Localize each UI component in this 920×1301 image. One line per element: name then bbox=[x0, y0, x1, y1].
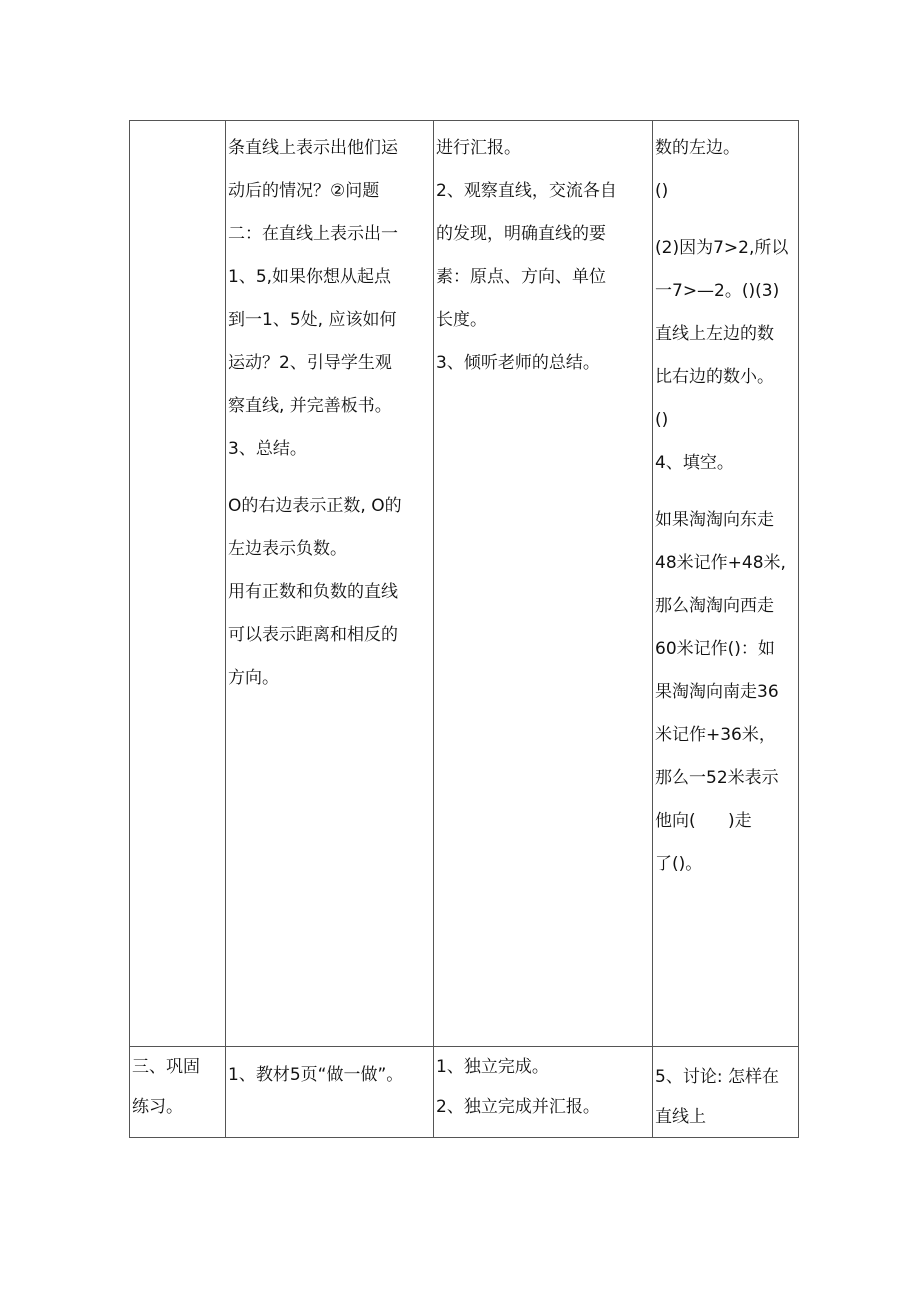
stage-cell-empty bbox=[130, 121, 226, 1047]
stage-cell bbox=[130, 1047, 226, 1138]
text-line: (2)因为7>2,所以 bbox=[655, 238, 789, 258]
lesson-plan-table bbox=[129, 120, 799, 1138]
student-activity-cell bbox=[434, 1047, 653, 1138]
text-line: 5、讨论: 怎样在 bbox=[655, 1067, 779, 1087]
text-line: 左边表示负数。 bbox=[228, 539, 347, 559]
text-line: 进行汇报。 bbox=[436, 138, 521, 158]
text-line: 到一1、5处, 应该如何 bbox=[228, 310, 397, 330]
text-line: 条直线上表示出他们运 bbox=[228, 138, 398, 158]
text-line: 他向( )走 bbox=[655, 811, 752, 831]
teacher-activity-cell bbox=[226, 1047, 434, 1138]
text-line: O的右边表示正数, O的 bbox=[228, 496, 402, 516]
text-line: 可以表示距离和相反的 bbox=[228, 625, 398, 645]
exercise-text bbox=[653, 121, 798, 886]
text-line: 直线上左边的数 bbox=[655, 324, 774, 344]
text-line: 三、巩固 bbox=[132, 1057, 200, 1077]
teacher-activity-text bbox=[226, 121, 433, 700]
text-line: 了()。 bbox=[655, 854, 703, 874]
text-line: 3、倾听老师的总结。 bbox=[436, 353, 600, 373]
text-line: 1、5,如果你想从起点 bbox=[228, 267, 392, 287]
text-line: 那么一52米表示 bbox=[655, 768, 779, 788]
text-line: 1、教材5页“做一做”。 bbox=[228, 1065, 404, 1085]
text-line: 动后的情况？②问题 bbox=[228, 181, 380, 201]
text-line: 1、独立完成。 bbox=[436, 1057, 549, 1077]
stage-text bbox=[130, 1047, 225, 1127]
text-line: 那么淘淘向西走 bbox=[655, 596, 774, 616]
text-line: 用有正数和负数的直线 bbox=[228, 582, 398, 602]
text-line: 2、独立完成并汇报。 bbox=[436, 1097, 600, 1117]
exercise-text bbox=[653, 1047, 798, 1137]
text-line: 素：原点、方向、单位 bbox=[436, 267, 606, 287]
text-line: () bbox=[655, 410, 669, 430]
text-line: 米记作+36米， bbox=[655, 725, 776, 745]
text-line: 方向。 bbox=[228, 668, 279, 688]
exercise-cell bbox=[653, 1047, 799, 1138]
text-line: 运动？2、引导学生观 bbox=[228, 353, 392, 373]
text-line: 2、观察直线，交流各自 bbox=[436, 181, 617, 201]
text-line: 比右边的数小。 bbox=[655, 367, 774, 387]
text-line: 二：在直线上表示出一 bbox=[228, 224, 398, 244]
teacher-activity-text bbox=[226, 1047, 433, 1095]
text-line: 的发现，明确直线的要 bbox=[436, 224, 606, 244]
text-line: 长度。 bbox=[436, 310, 487, 330]
text-line: 直线上 bbox=[655, 1107, 706, 1127]
text-line: 果淘淘向南走36 bbox=[655, 682, 779, 702]
text-line: 练习。 bbox=[132, 1097, 183, 1117]
text-line: 60米记作()：如 bbox=[655, 639, 775, 659]
exercise-cell bbox=[653, 121, 799, 1047]
text-line: 4、填空。 bbox=[655, 453, 734, 473]
text-line: 如果淘淘向东走 bbox=[655, 510, 774, 530]
student-activity-text bbox=[434, 121, 652, 385]
text-line: 3、总结。 bbox=[228, 439, 307, 459]
student-activity-cell bbox=[434, 121, 653, 1047]
table-row bbox=[130, 1047, 799, 1138]
text-line: 察直线, 并完善板书。 bbox=[228, 396, 392, 416]
text-line: 数的左边。 bbox=[655, 138, 740, 158]
table-row bbox=[130, 121, 799, 1047]
teacher-activity-cell bbox=[226, 121, 434, 1047]
text-line: 一7>—2。()(3) bbox=[655, 281, 780, 301]
text-line: () bbox=[655, 181, 669, 201]
text-line: 48米记作+48米, bbox=[655, 553, 786, 573]
student-activity-text bbox=[434, 1047, 652, 1127]
